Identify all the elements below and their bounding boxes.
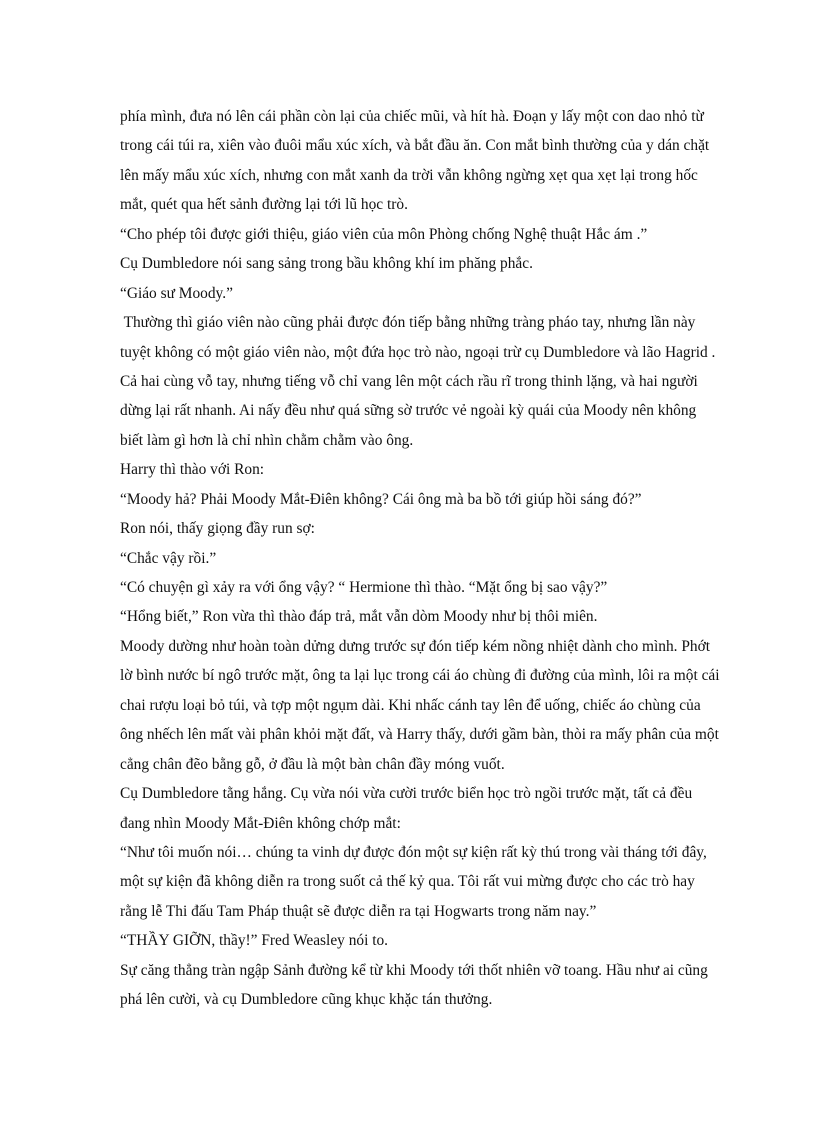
text-line: “Moody hả? Phải Moody Mắt-Điên không? Cái ông mà ba bồ tới giúp hồi sáng đó?” xyxy=(120,490,642,508)
text-line: “Giáo sư Moody.” xyxy=(120,284,233,302)
text-line: “THẦY GIỠN, thầy!” Fred Weasley nói to. xyxy=(120,932,389,950)
text-line: rằng lễ Thi đấu Tam Pháp thuật sẽ được diễn ra tại Hogwarts trong năm nay.” xyxy=(120,902,597,920)
text-line: Sự căng thẳng tràn ngập Sảnh đường kể từ khi Moody tới thốt nhiên vỡ toang. Hầu như ai cũng xyxy=(120,961,708,979)
text-line: “Hổng biết,” Ron vừa thì thào đáp trả, mắt vẫn dòm Moody như bị thôi miên. xyxy=(120,608,598,626)
text-line: lên mấy mẩu xúc xích, nhưng con mắt xanh da trời vẫn không ngừng xẹt qua xẹt lại trong hốc xyxy=(120,166,698,184)
text-line: đang nhìn Moody Mắt-Điên không chớp mắt: xyxy=(120,814,401,832)
text-line: Cụ Dumbledore tằng hắng. Cụ vừa nói vừa cười trước biển học trò ngồi trước mặt, tất cả đều xyxy=(120,785,693,803)
text-line: Cả hai cùng vỗ tay, nhưng tiếng vỗ chỉ vang lên một cách rầu rĩ trong thinh lặng, và hai người xyxy=(120,372,698,390)
text-line: “Cho phép tôi được giới thiệu, giáo viên của môn Phòng chống Nghệ thuật Hắc ám .” xyxy=(120,225,648,243)
text-line: “Chắc vậy rồi.” xyxy=(120,549,217,567)
text-line: chai rượu loại bỏ túi, và tợp một ngụm dài. Khi nhấc cánh tay lên để uống, chiếc áo chùng của xyxy=(120,696,701,714)
document-page xyxy=(120,102,750,1015)
text-line: tuyệt không có một giáo viên nào, một đứa học trò nào, ngoại trừ cụ Dumbledore và lão Hagrid . xyxy=(120,343,716,361)
text-line: phía mình, đưa nó lên cái phần còn lại của chiếc mũi, và hít hà. Đoạn y lấy một con dao nhỏ từ xyxy=(120,108,704,125)
text-line: trong cái túi ra, xiên vào đuôi mẩu xúc xích, và bắt đầu ăn. Con mắt bình thường của y dán chặt xyxy=(120,137,710,155)
text-line: Thường thì giáo viên nào cũng phải được đón tiếp bằng những tràng pháo tay, nhưng lần này xyxy=(120,314,696,332)
text-line: Cụ Dumbledore nói sang sảng trong bầu không khí im phăng phắc. xyxy=(120,255,533,273)
text-line: mắt, quét qua hết sảnh đường lại tới lũ học trò. xyxy=(120,196,408,214)
text-line: lờ bình nước bí ngô trước mặt, ông ta lại lục trong cái áo chùng đi đường của mình, lôi ra một cái xyxy=(120,667,720,685)
text-line: cẳng chân đẽo bằng gỗ, ở đầu là một bàn chân đầy móng vuốt. xyxy=(120,755,505,773)
text-line: Ron nói, thấy giọng đầy run sợ: xyxy=(120,520,315,538)
text-line: biết làm gì hơn là chỉ nhìn chằm chằm vào ông. xyxy=(120,431,414,449)
text-line: “Như tôi muốn nói… chúng ta vinh dự được đón một sự kiện rất kỳ thú trong vài tháng tới đây, xyxy=(120,843,707,861)
text-line: dừng lại rất nhanh. Ai nấy đều như quá sững sờ trước vẻ ngoài kỳ quái của Moody nên không xyxy=(120,402,697,420)
text-line: phá lên cười, và cụ Dumbledore cũng khục khặc tán thưởng. xyxy=(120,991,493,1009)
text-line: Moody dường như hoàn toàn dửng dưng trước sự đón tiếp kém nồng nhiệt dành cho mình. Phớt xyxy=(120,637,710,655)
text-line: một sự kiện đã không diễn ra trong suốt cả thế kỷ qua. Tôi rất vui mừng được cho các trò hay xyxy=(120,873,695,891)
text-line: “Có chuyện gì xảy ra với ổng vậy? “ Hermione thì thào. “Mặt ổng bị sao vậy?” xyxy=(120,579,608,596)
text-line: ông nhếch lên mất vài phân khỏi mặt đất, và Harry thấy, dưới gầm bàn, thòi ra mấy phân của một xyxy=(120,726,719,744)
text-line: Harry thì thào với Ron: xyxy=(120,461,265,479)
